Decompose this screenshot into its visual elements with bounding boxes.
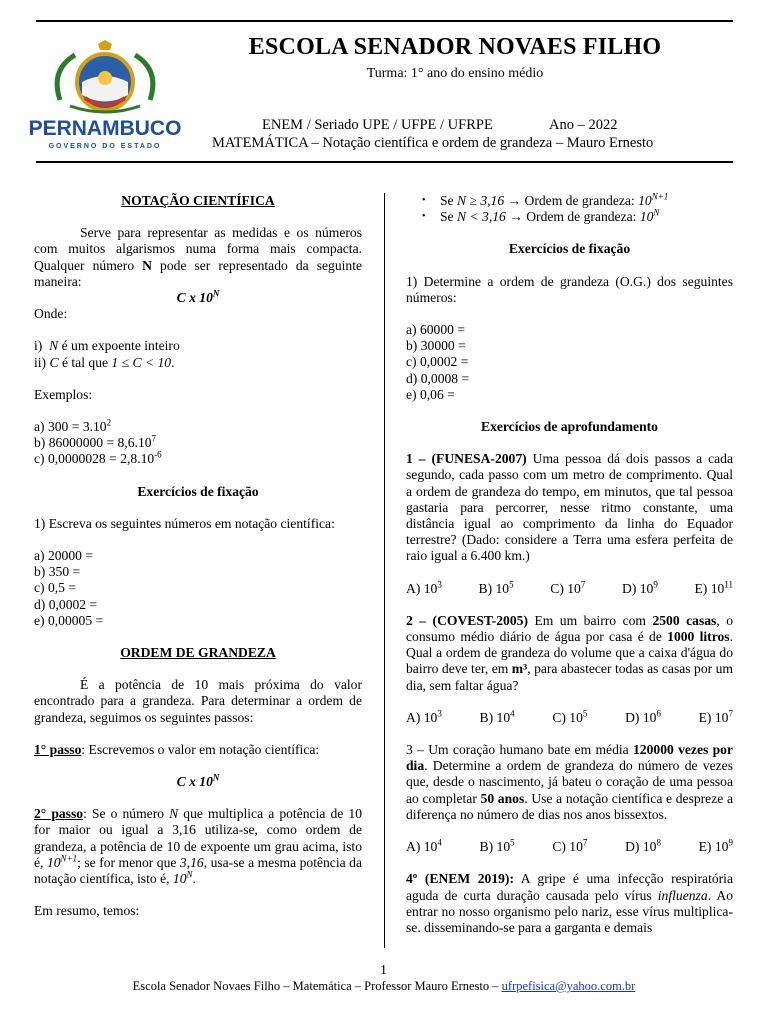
right-column (406, 193, 733, 936)
example-b: b) $86000000 = 8,6.10^7$ (34, 433, 157, 451)
option: C) $10^5$ (552, 708, 588, 725)
school-name: ESCOLA SENADOR NOVAES FILHO (248, 34, 662, 60)
fixacao-title-right: Exercícios de fixação (508, 241, 631, 257)
section-title-ordem: ORDEM DE GRANDEZA (120, 645, 276, 661)
question-2: 2 – (COVEST-2005) Em um bairro com 2500 casas, o consumo médio diário de água por casa é de 1000 litros. Qual a ordem de grandeza do volume que a caixa d'água do bairro deve ter, em m³, para abastecer todas as casas por um dia, sem faltar água? (406, 612, 734, 693)
question-1-options (406, 581, 733, 597)
page-number: 1 (380, 963, 387, 978)
fixacao-question-right: 1) Determine a ordem de grandeza (O.G.) dos seguintes números: (406, 273, 733, 305)
option: B) $10^4$ (479, 708, 515, 725)
option: E) $10^7$ (698, 708, 733, 725)
option: B) $10^5$ (479, 837, 515, 855)
step-1: 1° passo: Escrevemos o valor em notação científica: (34, 741, 320, 757)
option: C) $10^7$ (550, 579, 586, 596)
pernambuco-coat-of-arms-logo (28, 40, 182, 155)
left-column (34, 193, 362, 920)
formula-cx10n: C x $10^N$ (176, 288, 220, 306)
ordem-intro: É a potência de 10 mais próxima do valor encontrado para a grandeza. Para determinar a ordem de grandeza, seguimos os seguintes passos: (34, 677, 362, 725)
school-year: Ano – 2022 (549, 117, 618, 133)
list-item: e) 0,06 = (406, 386, 455, 402)
definition-ii: ii) C é tal que 1 ≤ C < 10. (34, 354, 175, 370)
list-item: d) 0,0002 = (34, 596, 98, 612)
option: A) $10^4$ (406, 837, 442, 855)
list-item: b) 350 = (34, 564, 81, 580)
subject-line: MATEMÁTICA – Notação científica e ordem de grandeza – Mauro Ernesto (212, 135, 654, 151)
fixacao-title-left: Exercícios de fixação (137, 483, 259, 499)
question-3: 3 – Um coração humano bate em média 120000 vezes por dia. Determine a ordem de grandeza do número de vezes que, desde o nascimento, já bateu o coração de uma pessoa ao completar 50 anos. Use a notação científica e despreze a diferença no número de dias nos anos bissextos. (406, 742, 733, 822)
rule-bullet-1: • Se N ≥ 3,16 → Ordem de grandeza: $10^{N+1}$ (422, 191, 669, 208)
formula-cx10n-2: C x $10^N$ (176, 772, 220, 790)
list-item: e) 0,00005 = (34, 612, 104, 628)
question-3-options (406, 839, 733, 855)
list-item: d) 0,0008 = (406, 370, 470, 386)
option: D) $10^8$ (625, 837, 661, 855)
list-item: b) 30000 = (406, 338, 466, 354)
list-item: a) 20000 = (34, 548, 94, 564)
option: D) $10^9$ (622, 579, 658, 596)
option: E) $10^{11}$ (694, 579, 733, 596)
example-c: c) $0,0000028 = 2,8.10^{-6}$ (34, 449, 162, 467)
option: A) $10^3$ (406, 579, 442, 596)
footer-text: Escola Senador Novaes Filho – Matemática – Professor Mauro Ernesto – (132, 979, 502, 993)
class-turma: Turma: 1° ano do ensino médio (366, 66, 544, 81)
header-bottom-rule (36, 161, 733, 163)
exam-list: ENEM / Seriado UPE / UFPE / UFRPE (262, 117, 493, 133)
option: A) $10^3$ (406, 708, 442, 725)
list-item: a) 60000 = (406, 322, 466, 338)
logo-subtext: GOVERNO DO ESTADO (48, 143, 162, 150)
footer-email-link[interactable]: ufrpefisica@yahoo.com.br (501, 979, 636, 993)
definition-i: i) N é um expoente inteiro (34, 338, 180, 354)
option: B) $10^5$ (478, 579, 514, 596)
column-divider (384, 193, 385, 948)
onde-label: Onde: (34, 306, 68, 322)
notacao-intro: Serve para representar as medidas e os números com muitos algarismos numa forma mais compacta. Qualquer número N pode ser representado da seguinte maneira: (34, 225, 362, 289)
question-1: 1 – (FUNESA-2007) Uma pessoa dá dois passos a cada segundo, cada passo com um metro de comprimento. Qual a ordem de grandeza do tempo, em minutos, que tal pessoa gastaria para percorrer, nesse ritmo constante, uma distância igual ao comprimento da linha do Equador terrestre? (Dado: considere a Terra uma esfera perfeita de raio igual a 6.400 km.) (406, 451, 733, 564)
header-top-rule (36, 20, 733, 22)
list-item: c) 0,0002 = (406, 354, 469, 370)
footer (0, 979, 768, 994)
option: E) $10^9$ (698, 837, 733, 855)
option: D) $10^6$ (625, 708, 661, 725)
section-title-notacao: NOTAÇÃO CIENTÍFICA (121, 193, 275, 208)
bullet-icon: • (422, 195, 426, 206)
logo-wordmark: PERNAMBUCO (28, 117, 182, 140)
list-item: c) 0,5 = (34, 580, 77, 596)
examples-label: Exemplos: (34, 386, 93, 402)
option: C) $10^7$ (552, 837, 588, 855)
rule-bullet-2: • Se N < 3,16 → Ordem de grandeza: $10^N$ (422, 207, 660, 225)
summary-label: Em resumo, temos: (34, 903, 140, 919)
question-2-options (406, 710, 733, 726)
aprofundamento-title: Exercícios de aprofundamento (481, 419, 658, 435)
fixacao-question-left: 1) Escreva os seguintes números em notação científica: (34, 515, 335, 531)
bullet-icon: • (422, 211, 426, 223)
example-a: a) $300 = 3.10^2$ (34, 417, 112, 435)
step-2: 2° passo: Se o número N que multiplica a potência de 10 for maior ou igual a 3,16 utiliza-se, como ordem de grandeza, a potência de 10 de expoente um grau acima, isto é, $10^{N+1}$; se for menor que 3,16, usa-se a mesma potência da notação científica, isto é, $10^N$. (34, 806, 362, 887)
question-4: 4º (ENEM 2019): A gripe é uma infecção respiratória aguda de curta duração causada pelo vírus influenza. Ao entrar no nosso organismo pelo nariz, esse vírus multiplica-se. disseminando-se para a garganta e demais (406, 871, 733, 935)
